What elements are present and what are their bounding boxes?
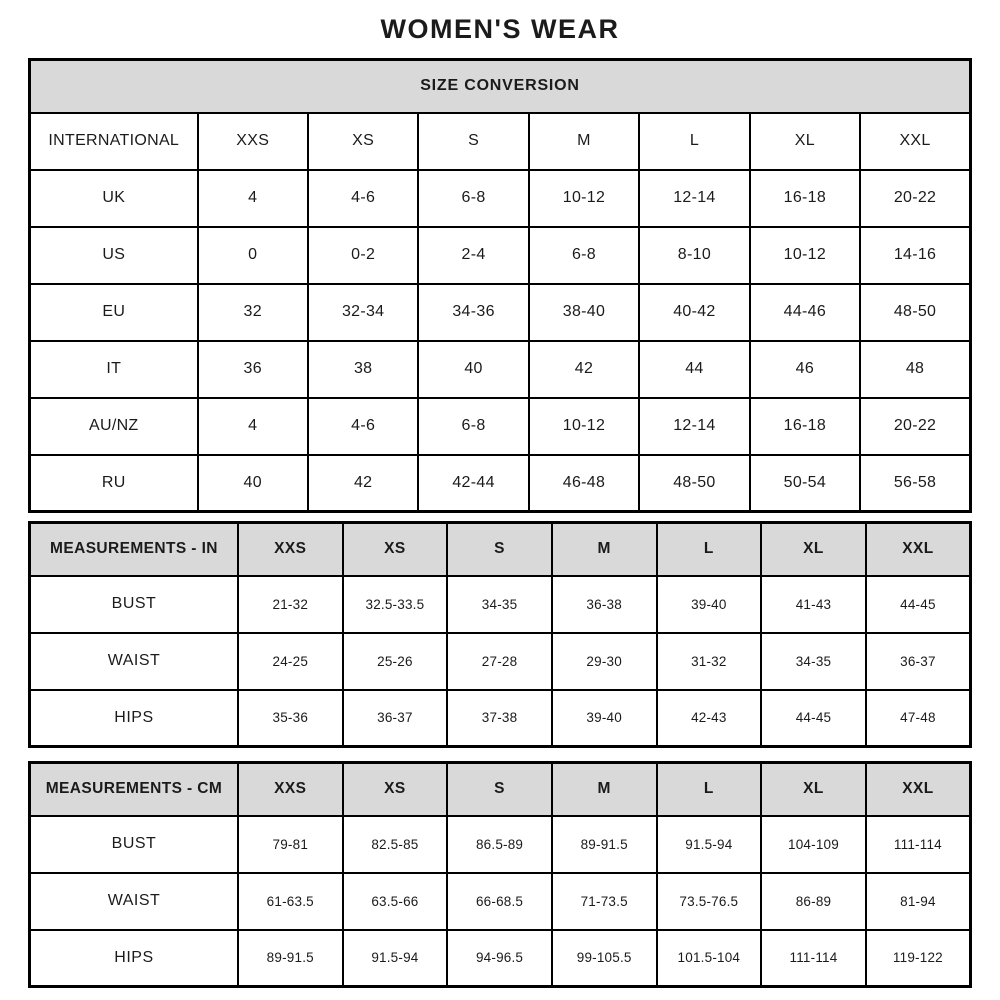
column-header-label: INTERNATIONAL: [30, 113, 198, 170]
table-cell: 40-42: [639, 284, 749, 341]
table-cell: 50-54: [750, 455, 860, 512]
table-row: [30, 398, 971, 455]
size-column-header: XS: [343, 763, 448, 816]
table-row: [30, 930, 971, 987]
measurements-cm-table-body: [30, 763, 971, 987]
table-cell: 86-89: [761, 873, 866, 930]
table-cell: 48-50: [860, 284, 970, 341]
table-cell: 37-38: [447, 690, 552, 747]
table-cell: 27-28: [447, 633, 552, 690]
table-cell: 42: [308, 455, 418, 512]
measurements-cm-header-row: [30, 763, 971, 816]
table-cell: 47-48: [866, 690, 971, 747]
table-row: [30, 227, 971, 284]
table-cell: 44-46: [750, 284, 860, 341]
table-cell: 48: [860, 341, 970, 398]
size-column-header: M: [529, 113, 639, 170]
size-column-header: XXL: [866, 763, 971, 816]
table-cell: 16-18: [750, 170, 860, 227]
table-cell: 4-6: [308, 170, 418, 227]
table-cell: 104-109: [761, 816, 866, 873]
table-cell: 24-25: [238, 633, 343, 690]
table-row: [30, 341, 971, 398]
row-label: US: [30, 227, 198, 284]
table-cell: 10-12: [529, 398, 639, 455]
table-cell: 111-114: [866, 816, 971, 873]
table-cell: 36-37: [343, 690, 448, 747]
table-cell: 40: [418, 341, 528, 398]
table-cell: 111-114: [761, 930, 866, 987]
table-cell: 82.5-85: [343, 816, 448, 873]
row-label: EU: [30, 284, 198, 341]
size-column-header: XXS: [238, 523, 343, 576]
table-cell: 6-8: [418, 170, 528, 227]
table-cell: 99-105.5: [552, 930, 657, 987]
table-cell: 4: [198, 170, 308, 227]
row-label: AU/NZ: [30, 398, 198, 455]
table-cell: 38: [308, 341, 418, 398]
row-label: RU: [30, 455, 198, 512]
table-cell: 36-38: [552, 576, 657, 633]
table-cell: 48-50: [639, 455, 749, 512]
size-column-header: XXL: [860, 113, 970, 170]
page-title: WOMEN'S WEAR: [380, 14, 620, 44]
table-cell: 6-8: [529, 227, 639, 284]
table-cell: 32.5-33.5: [343, 576, 448, 633]
table-cell: 56-58: [860, 455, 970, 512]
table-cell: 25-26: [343, 633, 448, 690]
table-cell: 36: [198, 341, 308, 398]
size-column-header: L: [657, 763, 762, 816]
table-cell: 66-68.5: [447, 873, 552, 930]
table-cell: 39-40: [552, 690, 657, 747]
size-column-header: S: [418, 113, 528, 170]
table-cell: 16-18: [750, 398, 860, 455]
table-row: [30, 873, 971, 930]
table-cell: 32: [198, 284, 308, 341]
table-cell: 35-36: [238, 690, 343, 747]
column-header-label: MEASUREMENTS - IN: [30, 523, 238, 576]
row-label: HIPS: [30, 930, 238, 987]
size-column-header: XXS: [238, 763, 343, 816]
table-cell: 79-81: [238, 816, 343, 873]
size-column-header: L: [639, 113, 749, 170]
table-cell: 41-43: [761, 576, 866, 633]
size-column-header: XS: [308, 113, 418, 170]
table-cell: 29-30: [552, 633, 657, 690]
table-cell: 34-36: [418, 284, 528, 341]
table-cell: 4: [198, 398, 308, 455]
table-cell: 89-91.5: [552, 816, 657, 873]
measurements-in-table-body: [30, 523, 971, 747]
table-cell: 119-122: [866, 930, 971, 987]
table-cell: 36-37: [866, 633, 971, 690]
table-cell: 4-6: [308, 398, 418, 455]
table-cell: 91.5-94: [343, 930, 448, 987]
table-cell: 44: [639, 341, 749, 398]
table-cell: 46-48: [529, 455, 639, 512]
table-cell: 40: [198, 455, 308, 512]
measurements-in-header-row: [30, 523, 971, 576]
table-cell: 73.5-76.5: [657, 873, 762, 930]
row-label: WAIST: [30, 633, 238, 690]
table-cell: 20-22: [860, 398, 970, 455]
size-conversion-caption-row: [30, 60, 971, 113]
table-cell: 61-63.5: [238, 873, 343, 930]
table-cell: 39-40: [657, 576, 762, 633]
table-cell: 0-2: [308, 227, 418, 284]
table-cell: 42-44: [418, 455, 528, 512]
table-cell: 63.5-66: [343, 873, 448, 930]
size-conversion-table-body: [30, 60, 971, 512]
row-label: BUST: [30, 576, 238, 633]
size-column-header: S: [447, 523, 552, 576]
table-cell: 34-35: [761, 633, 866, 690]
table-row: [30, 170, 971, 227]
table-cell: 46: [750, 341, 860, 398]
size-column-header: XL: [761, 523, 866, 576]
size-conversion-header-row: [30, 113, 971, 170]
table-row: [30, 816, 971, 873]
size-column-header: XS: [343, 523, 448, 576]
row-label: WAIST: [30, 873, 238, 930]
table-cell: 89-91.5: [238, 930, 343, 987]
table-row: [30, 576, 971, 633]
row-label: BUST: [30, 816, 238, 873]
size-column-header: XXL: [866, 523, 971, 576]
table-cell: 81-94: [866, 873, 971, 930]
table-cell: 38-40: [529, 284, 639, 341]
table-caption: SIZE CONVERSION: [30, 60, 971, 113]
table-cell: 12-14: [639, 170, 749, 227]
table-cell: 31-32: [657, 633, 762, 690]
size-column-header: M: [552, 523, 657, 576]
table-cell: 32-34: [308, 284, 418, 341]
table-row: [30, 455, 971, 512]
table-row: [30, 633, 971, 690]
size-column-header: L: [657, 523, 762, 576]
row-label: IT: [30, 341, 198, 398]
table-cell: 14-16: [860, 227, 970, 284]
table-row: [30, 690, 971, 747]
table-cell: 10-12: [529, 170, 639, 227]
table-cell: 44-45: [761, 690, 866, 747]
row-label: UK: [30, 170, 198, 227]
table-cell: 71-73.5: [552, 873, 657, 930]
table-cell: 12-14: [639, 398, 749, 455]
table-cell: 34-35: [447, 576, 552, 633]
measurements-in-table: [28, 521, 972, 748]
row-label: HIPS: [30, 690, 238, 747]
table-cell: 6-8: [418, 398, 528, 455]
table-cell: 21-32: [238, 576, 343, 633]
table-cell: 0: [198, 227, 308, 284]
size-conversion-table: [28, 58, 972, 513]
size-column-header: M: [552, 763, 657, 816]
measurements-cm-table: [28, 761, 972, 988]
table-cell: 101.5-104: [657, 930, 762, 987]
size-column-header: XL: [761, 763, 866, 816]
table-cell: 20-22: [860, 170, 970, 227]
table-cell: 8-10: [639, 227, 749, 284]
table-cell: 42-43: [657, 690, 762, 747]
table-cell: 42: [529, 341, 639, 398]
table-row: [30, 284, 971, 341]
table-cell: 86.5-89: [447, 816, 552, 873]
size-column-header: XL: [750, 113, 860, 170]
size-column-header: S: [447, 763, 552, 816]
table-cell: 94-96.5: [447, 930, 552, 987]
table-cell: 91.5-94: [657, 816, 762, 873]
column-header-label: MEASUREMENTS - CM: [30, 763, 238, 816]
table-cell: 10-12: [750, 227, 860, 284]
table-cell: 2-4: [418, 227, 528, 284]
table-cell: 44-45: [866, 576, 971, 633]
size-column-header: XXS: [198, 113, 308, 170]
